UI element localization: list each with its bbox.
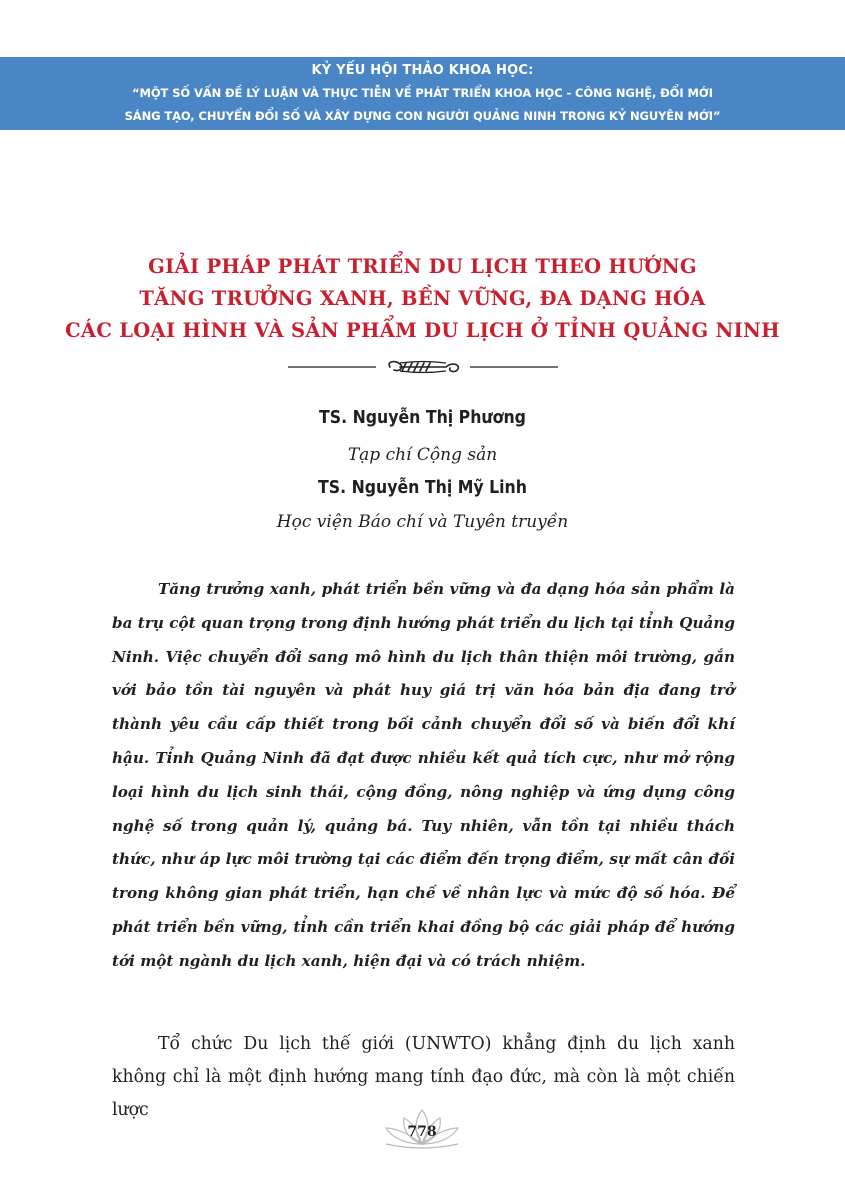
abstract-paragraph: Tăng trưởng xanh, phát triển bền vững và đa dạng hóa sản phẩm là ba trụ cột quan trọng trong định hướng phát triển du lịch tại tỉnh Quảng Ninh. Việc chuyển đổi sang mô hình du lịch thân thiện môi trường, gắn với bảo tồn tài nguyên và phát huy giá trị văn hóa bản địa đang trở thành yêu cầu cấp thiết trong bối cảnh chuyển đổi số và biến đổi khí hậu. Tỉnh Quảng Ninh đã đạt được nhiều kết quả tích cực, như mở rộng loại hình du lịch sinh thái, cộng đồng, nông nghiệp và ứng dụng công nghệ số trong quản lý, quảng bá. Tuy nhiên, vẫn tồn tại nhiều thách thức, như áp lực môi trường tại các điểm đến trọng điểm, sự mất cân đối trong không gian phát triển, hạn chế về nhân lực và mức độ số hóa. Để phát triển bền vững, tỉnh cần triển khai đồng bộ các giải pháp để hướng tới một ngành du lịch xanh, hiện đại và có trách nhiệm. xyxy=(112,580,735,970)
conference-header-banner xyxy=(0,57,845,130)
title-line-3: CÁC LOẠI HÌNH VÀ SẢN PHẨM DU LỊCH Ở TỈNH QUẢNG NINH xyxy=(65,319,780,342)
header-line-1: KỶ YẾU HỘI THẢO KHOA HỌC: xyxy=(311,63,534,78)
title-divider-ornament xyxy=(288,358,558,376)
title-line-2: TĂNG TRƯỞNG XANH, BỀN VỮNG, ĐA DẠNG HÓA xyxy=(139,287,706,310)
header-line-2: “MỘT SỐ VẤN ĐỀ LÝ LUẬN VÀ THỰC TIỄN VỀ PHÁT TRIỂN KHOA HỌC - CÔNG NGHỆ, ĐỔI MỚI xyxy=(132,86,713,100)
author-name-2: TS. Nguyễn Thị Mỹ Linh xyxy=(318,478,527,498)
title-line-1: GIẢI PHÁP PHÁT TRIỂN DU LỊCH THEO HƯỚNG xyxy=(148,255,697,278)
author-affiliation-1: Tạp chí Cộng sản xyxy=(347,445,498,465)
header-line-3: SÁNG TẠO, CHUYỂN ĐỔI SỐ VÀ XÂY DỰNG CON NGƯỜI QUẢNG NINH TRONG KỶ NGUYÊN MỚI” xyxy=(124,109,721,123)
article-title xyxy=(60,251,785,347)
page-number: 778 xyxy=(407,1124,437,1140)
author-name-1: TS. Nguyễn Thị Phương xyxy=(319,408,526,428)
author-affiliation-2: Học viện Báo chí và Tuyên truyền xyxy=(276,512,569,532)
page-number-footer xyxy=(372,1104,472,1154)
body-paragraph: Tổ chức Du lịch thế giới (UNWTO) khẳng định du lịch xanh không chỉ là một định hướng mang tính đạo đức, mà còn là một chiến lược xyxy=(112,1034,735,1120)
